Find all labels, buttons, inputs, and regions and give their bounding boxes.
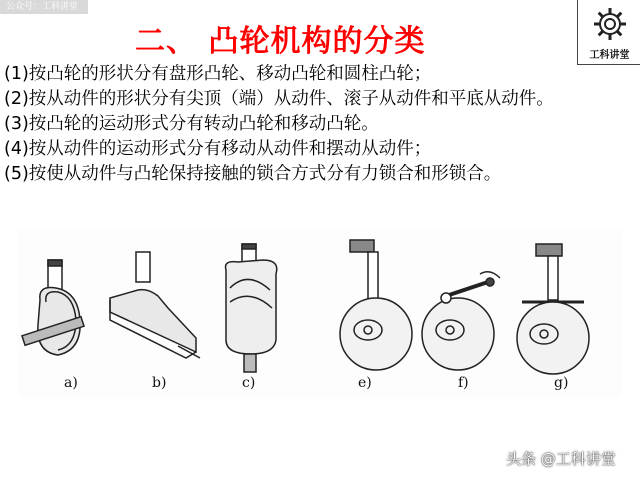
translating-cam-figure	[110, 252, 200, 358]
figure-label-e: e)	[358, 375, 372, 391]
content-line-1: (1)按凸轮的形状分有盘形凸轮、移动凸轮和圆柱凸轮；	[4, 64, 432, 84]
content-line-4: (4)按从动件的运动形式分有移动从动件和摆动从动件；	[4, 139, 432, 159]
figure-label-g: g)	[554, 375, 569, 391]
oscillating-follower-figure	[422, 272, 500, 370]
top-label: 公众号：工科讲堂	[0, 0, 88, 14]
flat-faced-follower-figure	[517, 244, 589, 374]
watermark: 头条 @工科讲堂	[506, 450, 616, 468]
cam-diagrams-panel	[18, 230, 622, 398]
logo	[577, 0, 640, 65]
cylindrical-cam-figure	[226, 244, 277, 372]
disc-cam-figure	[22, 260, 84, 355]
figure-label-f: f)	[458, 375, 469, 391]
gear-icon	[590, 4, 630, 44]
slide-title: 二、 凸轮机构的分类	[135, 24, 426, 59]
figure-label-b: b)	[152, 375, 167, 391]
content-line-2: (2)按从动件的形状分有尖顶（端）从动件、滚子从动件和平底从动件。	[4, 89, 554, 109]
logo-text: 工科讲堂	[589, 50, 630, 61]
content-body	[4, 62, 636, 187]
figure-label-a: a)	[64, 375, 78, 391]
content-line-3: (3)按凸轮的运动形式分有转动凸轮和移动凸轮。	[4, 114, 379, 134]
knife-edge-follower-figure	[340, 240, 412, 370]
content-line-5: (5)按使从动件与凸轮保持接触的锁合方式分有力锁合和形锁合。	[4, 164, 502, 184]
figure-label-c: c)	[242, 375, 256, 391]
